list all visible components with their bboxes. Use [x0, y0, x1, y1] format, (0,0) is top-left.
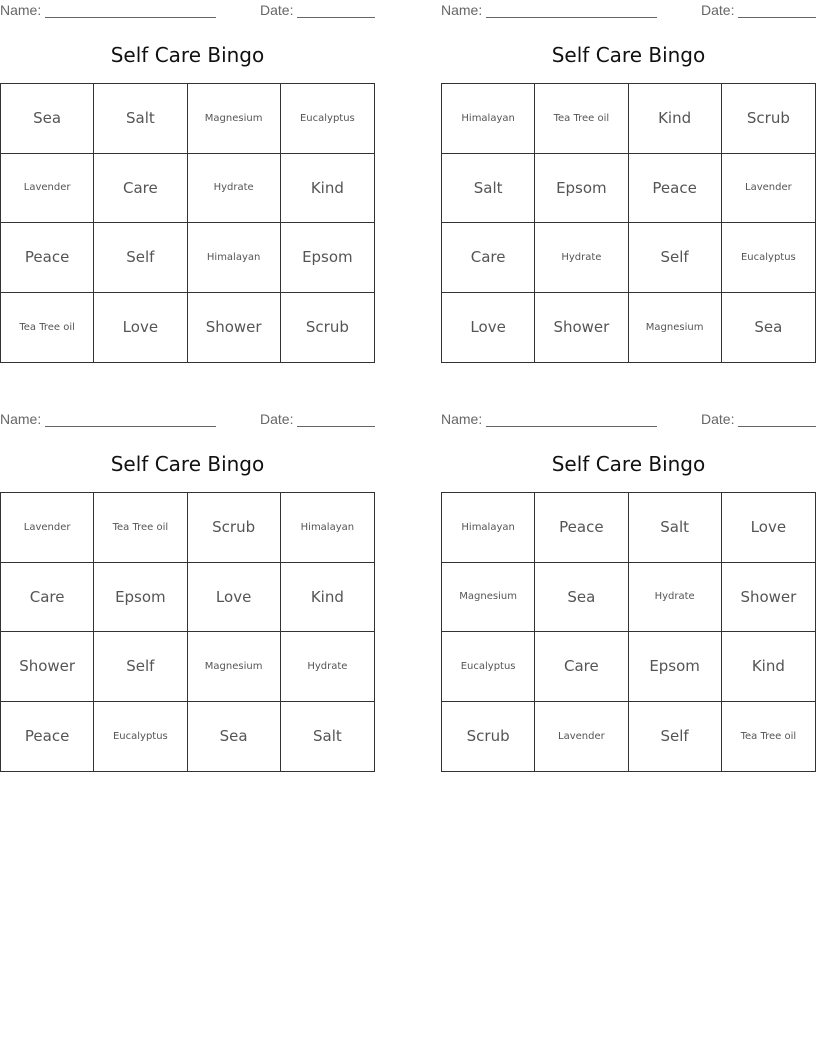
bingo-cell[interactable]: Magnesium — [188, 632, 281, 702]
bingo-cell[interactable]: Magnesium — [629, 293, 722, 363]
name-field[interactable] — [0, 411, 216, 427]
bingo-cell[interactable]: Scrub — [188, 493, 281, 563]
bingo-cell[interactable]: Peace — [1, 223, 94, 293]
bingo-cell[interactable]: Kind — [281, 154, 374, 224]
bingo-cell[interactable]: Love — [442, 293, 535, 363]
bingo-cell[interactable]: Epsom — [535, 154, 628, 224]
bingo-cell[interactable]: Kind — [281, 563, 374, 633]
bingo-cell[interactable]: Epsom — [629, 632, 722, 702]
card-title: Self Care Bingo — [551, 452, 706, 476]
bingo-cell[interactable]: Magnesium — [442, 563, 535, 633]
card-title: Self Care Bingo — [110, 452, 265, 476]
bingo-cell[interactable]: Care — [1, 563, 94, 633]
name-field[interactable] — [0, 2, 216, 18]
bingo-cell[interactable]: Himalayan — [442, 84, 535, 154]
bingo-cell[interactable]: Tea Tree oil — [1, 293, 94, 363]
date-line — [297, 3, 375, 18]
bingo-cell[interactable]: Kind — [629, 84, 722, 154]
bingo-cell[interactable]: Salt — [312, 727, 342, 746]
bingo-cell[interactable]: Sea — [188, 702, 281, 772]
name-field[interactable] — [441, 2, 657, 18]
bingo-cell[interactable]: Eucalyptus — [281, 84, 374, 154]
bingo-cell[interactable]: Peace — [1, 702, 94, 772]
date-label: Date: — [701, 2, 735, 18]
bingo-cell[interactable]: Scrub — [722, 84, 815, 154]
name-date-row — [0, 2, 375, 20]
bingo-cell[interactable]: Epsom — [281, 223, 374, 293]
bingo-cell[interactable]: Himalayan — [442, 493, 535, 563]
bingo-cell[interactable]: Lavender — [1, 154, 94, 224]
bingo-cell[interactable]: Salt — [442, 154, 535, 224]
bingo-cell[interactable]: Shower — [1, 632, 94, 702]
date-label: Date: — [260, 411, 294, 427]
bingo-cell[interactable]: Care — [442, 223, 535, 293]
bingo-cell[interactable]: Tea Tree oil — [94, 493, 187, 563]
bingo-grid — [441, 492, 816, 772]
bingo-cell[interactable]: Himalayan — [188, 223, 281, 293]
bingo-cell[interactable]: Sea — [535, 563, 628, 633]
bingo-cell[interactable]: Lavender — [722, 154, 815, 224]
bingo-cell[interactable]: Lavender — [535, 702, 628, 772]
bingo-cell[interactable]: Hydrate — [535, 223, 628, 293]
bingo-cell[interactable]: Eucalyptus — [94, 702, 187, 772]
bingo-cell[interactable]: Scrub — [442, 702, 535, 772]
bingo-cell[interactable]: Self — [94, 223, 187, 293]
bingo-cell[interactable]: Shower — [188, 293, 281, 363]
name-field[interactable] — [441, 411, 657, 427]
date-field[interactable] — [701, 411, 816, 427]
card-title: Self Care Bingo — [551, 43, 706, 67]
bingo-cell[interactable]: Salt — [629, 493, 722, 563]
bingo-card — [0, 409, 375, 781]
bingo-grid — [0, 83, 375, 363]
date-line — [738, 412, 816, 427]
date-field[interactable] — [260, 411, 375, 427]
bingo-cell[interactable]: Eucalyptus — [722, 223, 815, 293]
name-line — [45, 3, 216, 18]
name-date-row — [0, 411, 375, 429]
name-label: Name: — [441, 411, 483, 427]
date-field[interactable] — [701, 2, 816, 18]
bingo-cell[interactable]: Shower — [535, 293, 628, 363]
name-line — [486, 3, 657, 18]
name-line — [45, 412, 216, 427]
bingo-cell[interactable]: Self — [629, 702, 722, 772]
name-date-row — [441, 411, 816, 429]
bingo-cell[interactable]: Love — [722, 493, 815, 563]
bingo-cell[interactable]: Peace — [629, 154, 722, 224]
bingo-cell[interactable]: Shower — [722, 563, 815, 633]
date-line — [738, 3, 816, 18]
bingo-cell[interactable]: Tea Tree oil — [740, 730, 797, 742]
bingo-cell[interactable]: Sea — [754, 318, 783, 337]
date-line — [297, 412, 375, 427]
name-label: Name: — [0, 411, 42, 427]
bingo-cell[interactable]: Epsom — [94, 563, 187, 633]
card-title: Self Care Bingo — [110, 43, 265, 67]
bingo-cell[interactable]: Salt — [94, 84, 187, 154]
bingo-cell[interactable]: Sea — [1, 84, 94, 154]
bingo-cell[interactable]: Love — [188, 563, 281, 633]
bingo-cell[interactable]: Hydrate — [629, 563, 722, 633]
bingo-cell[interactable]: Lavender — [1, 493, 94, 563]
date-field[interactable] — [260, 2, 375, 18]
bingo-cell[interactable]: Magnesium — [188, 84, 281, 154]
name-label: Name: — [0, 2, 42, 18]
bingo-cell[interactable]: Self — [629, 223, 722, 293]
bingo-cell[interactable]: Hydrate — [188, 154, 281, 224]
bingo-cell[interactable]: Peace — [535, 493, 628, 563]
name-date-row — [441, 2, 816, 20]
bingo-cell[interactable]: Himalayan — [281, 493, 374, 563]
name-label: Name: — [441, 2, 483, 18]
bingo-grid — [441, 83, 816, 363]
bingo-card — [441, 409, 816, 781]
bingo-card — [441, 0, 816, 372]
bingo-grid — [0, 492, 375, 772]
bingo-card — [0, 0, 375, 372]
bingo-cell[interactable]: Scrub — [305, 318, 349, 337]
bingo-cell[interactable]: Tea Tree oil — [535, 84, 628, 154]
bingo-cell[interactable]: Care — [535, 632, 628, 702]
date-label: Date: — [701, 411, 735, 427]
bingo-cell[interactable]: Love — [94, 293, 187, 363]
name-line — [486, 412, 657, 427]
bingo-cell[interactable]: Self — [94, 632, 187, 702]
bingo-cell[interactable]: Care — [94, 154, 187, 224]
bingo-cell[interactable]: Hydrate — [281, 632, 374, 702]
bingo-cell[interactable]: Kind — [722, 632, 815, 702]
date-label: Date: — [260, 2, 294, 18]
bingo-cell[interactable]: Eucalyptus — [442, 632, 535, 702]
